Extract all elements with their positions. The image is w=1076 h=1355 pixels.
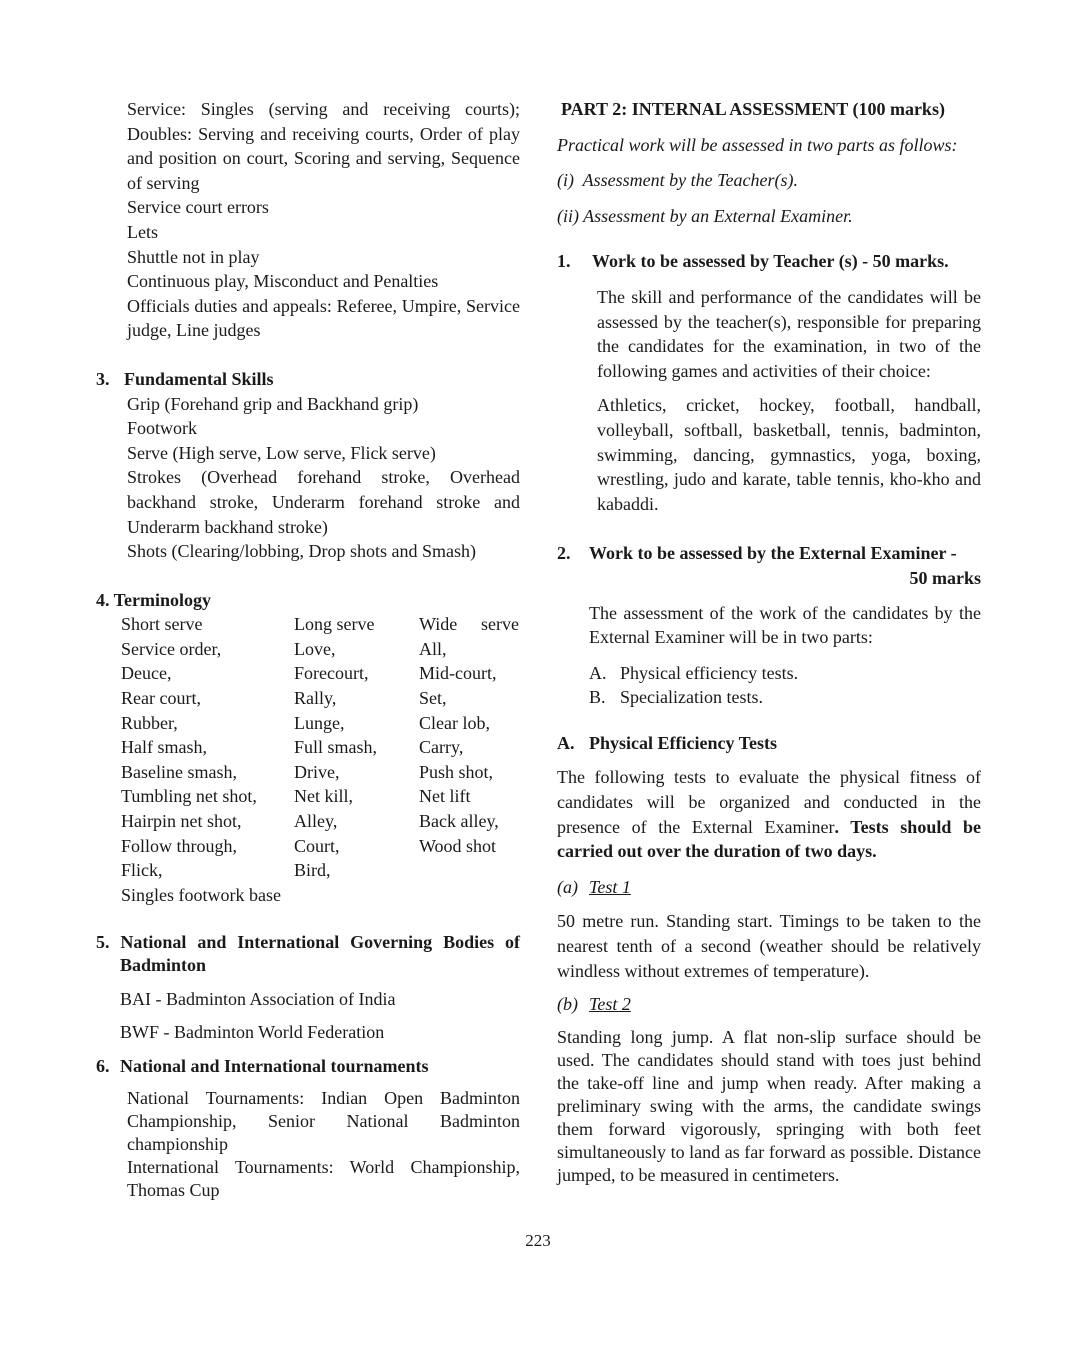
- terminology-term: Drive,: [294, 761, 340, 782]
- test-label: (b): [557, 994, 578, 1015]
- governing-body: BAI - Badminton Association of India: [120, 988, 396, 1009]
- list-text: Specialization tests.: [620, 687, 763, 708]
- section-4-heading: 4. Terminology: [96, 589, 212, 610]
- service-line: Continuous play, Misconduct and Penalties: [127, 271, 439, 292]
- terminology-row: [121, 661, 519, 686]
- list-label: A.: [589, 662, 607, 683]
- terminology-term: Net kill,: [294, 786, 353, 807]
- terminology-word: Wide: [419, 614, 458, 635]
- terminology-word: serve: [481, 614, 519, 635]
- terminology-term: Service order,: [121, 638, 222, 659]
- terminology-term: Lunge,: [294, 712, 345, 733]
- terminology-term: Love,: [294, 638, 336, 659]
- test-b-heading: [557, 992, 981, 1017]
- terminology-term: Long serve: [294, 614, 375, 635]
- international-tournaments: International Tournaments: World Championship, Thomas Cup: [127, 1157, 520, 1201]
- terminology-term: Mid-court,: [419, 663, 497, 684]
- section-marks: 50 marks: [909, 567, 981, 588]
- terminology-term: Net lift: [419, 786, 471, 807]
- terminology-row: [121, 760, 519, 785]
- terminology-term-spread: [419, 612, 519, 637]
- terminology-term: Rally,: [294, 688, 337, 709]
- skill-item: Footwork: [127, 418, 198, 439]
- terminology-term: Court,: [294, 835, 340, 856]
- section-title: Work to be assessed by the External Examiner -: [589, 543, 957, 564]
- skill-item: Grip (Forehand grip and Backhand grip): [127, 393, 419, 414]
- terminology-row: [121, 686, 519, 711]
- section-title: Fundamental Skills: [124, 368, 274, 389]
- fundamental-skills-list: [96, 392, 520, 564]
- test-label: (a): [557, 876, 578, 897]
- section-A-heading: [557, 731, 981, 756]
- terminology-row: [121, 711, 519, 736]
- terminology-row: [121, 784, 519, 809]
- terminology-term: Push shot,: [419, 761, 494, 782]
- terminology-row: [121, 735, 519, 760]
- right-column: [557, 97, 981, 1187]
- service-line: Officials duties and appeals: Referee, Umpire, Service judge, Line judges: [127, 295, 520, 341]
- part-title: PART 2: INTERNAL ASSESSMENT (100 marks): [561, 99, 945, 119]
- left-column: [96, 97, 520, 1202]
- teacher-assessment-text: The skill and performance of the candidates will be assessed by the teacher(s), responsible for preparing the candidates for the examination, in two of the following games and activities of their choice:: [597, 286, 981, 381]
- terminology-term: Rear court,: [121, 688, 201, 709]
- service-line: Service court errors: [127, 197, 269, 218]
- terminology-row: [121, 612, 519, 637]
- terminology-term: Flick,: [121, 860, 163, 881]
- terminology-term: Tumbling net shot,: [121, 786, 257, 807]
- test-b-text: Standing long jump. A flat non-slip surface should be used. The candidates should stand with toes just behind the take-off line and jump when ready. After making a preliminary swing with the arms, the candidate swings them forward vigorously, springing with both feet simultaneously to land as far forward as possible. Distance jumped, to be measured in centimeters.: [557, 1026, 981, 1185]
- terminology-term: Forecourt,: [294, 663, 369, 684]
- terminology-term: All,: [419, 638, 447, 659]
- terminology-term: Deuce,: [121, 663, 172, 684]
- terminology-term: [419, 612, 519, 637]
- service-line: Shuttle not in play: [127, 246, 260, 267]
- section-number: 6.: [96, 1055, 110, 1076]
- section-number: 1.: [557, 251, 571, 272]
- physical-tests-text: [557, 765, 981, 863]
- terminology-row: [121, 809, 519, 834]
- terminology-term: Follow through,: [121, 835, 238, 856]
- terminology-term: Baseline smash,: [121, 761, 237, 782]
- terminology-row: [121, 637, 519, 662]
- skill-item: Shots (Clearing/lobbing, Drop shots and Smash): [127, 541, 476, 562]
- skill-item: Strokes (Overhead forehand stroke, Overhead backhand stroke, Underarm forehand stroke and Underarm backhand stroke): [127, 467, 520, 537]
- terminology-term: Half smash,: [121, 737, 207, 758]
- skill-item: Serve (High serve, Low serve, Flick serve): [127, 442, 436, 463]
- terminology-table: [121, 612, 519, 883]
- section-2-heading: [557, 541, 981, 590]
- terminology-row: [121, 858, 519, 883]
- list-text: Physical efficiency tests.: [620, 662, 799, 683]
- governing-body: BWF - Badminton World Federation: [120, 1022, 385, 1043]
- terminology-term: Bird,: [294, 860, 331, 881]
- physical-tests-bold: . Tests should be carried out over the duration of two days.: [557, 816, 981, 862]
- section-title: 5. National and International Governing Bodies of: [96, 932, 520, 953]
- test-a-heading: [557, 875, 981, 900]
- intro-text: Practical work will be assessed in two parts as follows:: [557, 134, 958, 155]
- list-item: [589, 685, 981, 710]
- games-list-text: Athletics, cricket, hockey, football, handball, volleyball, softball, basketball, tennis, badminton, swimming, dancing, gymnastics, yoga, boxing, wrestling, judo and karate, table tennis, kho-kho and kabaddi.: [597, 395, 981, 514]
- list-label: B.: [589, 687, 606, 708]
- terminology-term: Short serve: [121, 614, 203, 635]
- terminology-term: Clear lob,: [419, 712, 490, 733]
- terminology-term: Alley,: [294, 811, 338, 832]
- terminology-term: Wood shot: [419, 835, 497, 856]
- section-number: 2.: [557, 543, 571, 564]
- terminology-term: Back alley,: [419, 811, 499, 832]
- page-number: 223: [525, 1231, 551, 1250]
- terminology-term: [419, 858, 519, 883]
- assessment-parts-list: [557, 661, 981, 710]
- section-number: A.: [557, 732, 575, 753]
- terminology-term: Carry,: [419, 737, 464, 758]
- section-5-heading: [96, 930, 520, 977]
- section-1-heading: [557, 249, 981, 274]
- tournaments-block: [96, 1087, 520, 1202]
- service-rules-block: [96, 97, 520, 343]
- section-6-heading: [96, 1054, 520, 1079]
- section-title: National and International tournaments: [120, 1055, 429, 1076]
- part-i: (i) Assessment by the Teacher(s).: [557, 170, 798, 191]
- list-item: [589, 661, 981, 686]
- part-ii: (ii) Assessment by an External Examiner.: [557, 205, 853, 226]
- national-tournaments: National Tournaments: Indian Open Badminton Championship, Senior National Badminton championship: [127, 1088, 520, 1155]
- section-title: Physical Efficiency Tests: [589, 732, 777, 753]
- test-name: Test 2: [589, 994, 631, 1015]
- terminology-term: Rubber,: [121, 712, 178, 733]
- test-name: Test 1: [589, 876, 631, 897]
- terminology-term: Hairpin net shot,: [121, 811, 242, 832]
- section-title-cont: Badminton: [120, 955, 207, 975]
- section-3-heading: [96, 367, 520, 392]
- physical-tests-normal: The following tests to evaluate the physical fitness of candidates will be organized and conducted in the presence of the External Examiner: [557, 767, 981, 837]
- terminology-row: [121, 834, 519, 859]
- section-number: 3.: [96, 368, 110, 389]
- external-assessment-text: The assessment of the work of the candidates by the External Examiner will be in two parts:: [589, 602, 981, 648]
- terminology-term: Full smash,: [294, 737, 378, 758]
- service-line: Service: Singles (serving and receiving courts); Doubles: Serving and receiving courts, Order of play and position on court, Scoring and serving, Sequence of serving: [127, 99, 520, 193]
- test-a-text: 50 metre run. Standing start. Timings to be taken to the nearest tenth of a second (weather should be relatively windless without extremes of temperature).: [557, 911, 981, 981]
- service-line: Lets: [127, 221, 158, 242]
- terminology-last: Singles footwork base: [121, 884, 281, 905]
- section-title: Work to be assessed by Teacher (s) - 50 marks.: [592, 251, 949, 272]
- terminology-term: Set,: [419, 688, 447, 709]
